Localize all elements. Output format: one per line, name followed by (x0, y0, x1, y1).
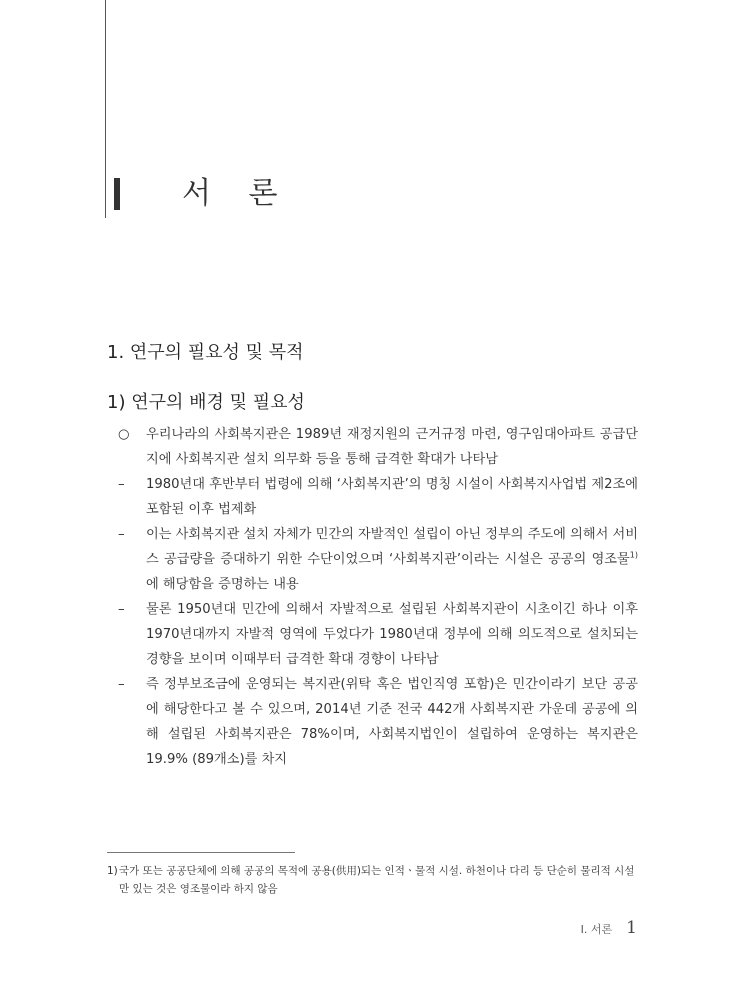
page-footer (581, 918, 637, 938)
section-heading: 1. 연구의 필요성 및 목적 (107, 342, 304, 363)
chapter-marker-bar (114, 178, 120, 210)
footnote-text: 국가 또는 공공단체에 의해 공공의 목적에 공용(供用)되는 인적ㆍ물적 시설. 하천이나 다리 등 단순히 물리적 시설만 있는 것은 영조물이라 하지 않음 (119, 865, 635, 895)
bullet-text: 우리나라의 사회복지관은 1989년 재정지원의 근거규정 마련, 영구임대아파트 공급단지에 사회복지관 설치 의무화 등을 통해 급격한 확대가 나타남 (146, 427, 638, 467)
dash-text: 1980년대 후반부터 법령에 의해 ‘사회복지관’의 명칭 시설이 사회복지사업법 제2조에 포함된 이후 법제화 (146, 477, 638, 517)
chapter-divider-line (105, 0, 106, 218)
body-content (118, 422, 638, 772)
dash-item (118, 672, 638, 772)
chapter-title: 서 론 (182, 176, 292, 211)
dash-item (118, 522, 638, 597)
dash-mark: – (118, 602, 125, 617)
main-bullet (118, 422, 638, 472)
bullet-circle: ○ (118, 427, 130, 442)
dash-mark: – (118, 677, 125, 692)
footer-chapter-label: Ⅰ. 서론 (580, 923, 613, 936)
dash-item (118, 597, 638, 672)
dash-text: 물론 1950년대 민간에 의해서 자발적으로 설립된 사회복지관이 시초이긴 하나 이후 1970년대까지 자발적 영역에 두었다가 1980년대 정부에 의해 의도적으로 설치되는 경향을 보이며 이때부터 급격한 확대 경향이 나타남 (146, 602, 638, 667)
dash-text: 이는 사회복지관 설치 자체가 민간의 자발적인 설립이 아닌 정부의 주도에 의해서 서비스 공급량을 증대하기 위한 수단이었으며 ‘사회복지관’이라는 시설은 공공의 영조물$^{1)}$에 해당함을 증명하는 내용 (146, 527, 638, 592)
dash-mark: – (118, 477, 125, 492)
dash-text: 즉 정부보조금에 운영되는 복지관(위탁 혹은 법인직영 포함)은 민간이라기 보단 공공에 해당한다고 볼 수 있으며, 2014년 기준 전국 442개 사회복지관 가운데 공공에 의해 설립된 사회복지관은 78%이며, 사회복지법인이 설립하여 운영하는 복지관은 19.9% (89개소)를 차지 (146, 677, 638, 767)
dash-item (118, 472, 638, 522)
footnote-ref[interactable]: 1) (629, 550, 638, 560)
dash-mark: – (118, 527, 125, 542)
footnote-divider (107, 852, 295, 853)
subsection-heading: 1) 연구의 배경 및 필요성 (107, 392, 305, 413)
page-number: 1 (626, 918, 637, 938)
footnote-mark: 1) (107, 865, 118, 877)
footnote (107, 862, 637, 898)
